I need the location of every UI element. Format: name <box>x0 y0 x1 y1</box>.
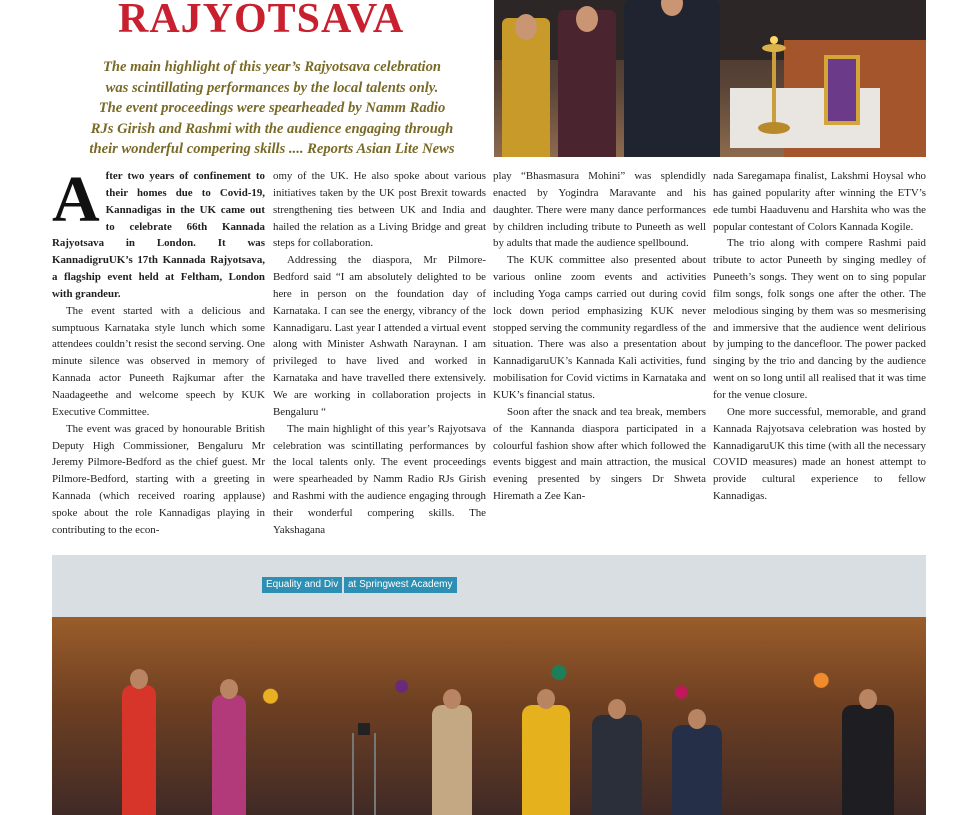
hall-banner: at Springwest Academy <box>344 577 457 593</box>
paragraph: omy of the UK. He also spoke about various initiatives taken by the UK post Brexit towards strengthening ties between UK and India and hailed the relation as a Living Bridge and great steps for collaboration. <box>273 170 486 250</box>
paragraph: One more successful, memorable, and grand Kannada Rajyotsava celebration was hosted by KannadigaruUK this time (with all the necessary COVID measures) made an honest attempt to provide cultural experience to fellow Kannadigas. <box>713 405 926 503</box>
brass-lamp-icon <box>756 28 792 138</box>
article-column-4 <box>713 168 926 505</box>
standfirst-line: was scintillating performances by the local talents only. <box>105 79 439 96</box>
paragraph: The event started with a delicious and sumptuous Karnataka style lunch which some attendees couldn’t resist the second serving. One minute silence was observed in memory of Kannada actor Puneeth Rajkumar after the Naadageethe and welcome speech by KUK Executive Committee. <box>52 304 265 418</box>
guest-figure <box>502 18 550 157</box>
audience-person <box>592 715 642 815</box>
drop-cap: A <box>52 163 100 236</box>
standfirst <box>52 57 492 160</box>
standfirst-line: The event proceedings were spearheaded by Namm Radio <box>98 100 446 116</box>
article-column-2 <box>273 168 486 539</box>
headline: RAJYOTSAVA <box>118 0 405 42</box>
standfirst-line: their wonderful compering skills .... Reports Asian Lite News <box>89 141 455 157</box>
lead-paragraph: fter two years of confinement to their homes due to Covid-19, Kannadigas in the UK came out to celebrate 66th Kannada Rajyotsava in London. It was KannadigruUK’s 17th Kannada Rajyotsava, a flagship event held at Feltham, London with grandeur. <box>52 170 265 300</box>
paragraph: The event was graced by honourable British Deputy High Commissioner, Bengaluru Mr Jeremy Pilmore-Bedford as the chief guest. Mr Pilmore-Bedford, starting with a greeting in Kannada (which received roaring applause) spoke about the role Kannadigas playing in contributing to the econ- <box>52 422 265 536</box>
camera-tripod <box>352 733 376 815</box>
portrait-frame <box>824 55 860 125</box>
paragraph: The main highlight of this year’s Rajyotsava celebration was scintillating performances by the local talents only. The event proceedings were spearheaded by Namm Radio RJs Girish and Rashmi with the audience engaging through their wonderful compering skills. The Yakshagana <box>273 422 486 536</box>
paragraph: The trio along with compere Rashmi paid tribute to actor Puneeth by singing medley of Puneeth’s songs. They went on to sing popular film songs, folk songs one after the other. The melodious singing by them was so mesmerising and immersive that the audience went delirious by jumping to the dancefloor. The power packed singing by the trio and dancing by the audience went on so long until all realised that it was time for the venue closure. <box>713 237 926 401</box>
hall-banner: Equality and Div <box>262 577 342 593</box>
paragraph: play “Bhasmasura Mohini” was splendidly enacted by Yogindra Maravante and his daughter. There were many dance performances by children including tribute to Puneeth as well by adults that made the audience spellbound. <box>493 170 706 250</box>
audience-person <box>842 705 894 815</box>
audience-person <box>432 705 472 815</box>
paragraph: nada Saregamapa finalist, Lakshmi Hoysal who has gained popularity after winning the ETV’s ede tumbi Haaduvenu and Harshita who was the popular contestant of Colors Kannada Kogile. <box>713 170 926 233</box>
audience-photo <box>52 555 926 815</box>
article-column-3 <box>493 168 706 505</box>
audience-person <box>122 685 156 815</box>
guest-figure <box>624 0 720 157</box>
audience-person <box>212 695 246 815</box>
audience-crowd <box>52 617 926 815</box>
paragraph: Soon after the snack and tea break, members of the Kannanda diaspora participated in a colourful fashion show after which followed the events biggest and main attraction, the musical evening presented by singers Dr Shweta Hiremath a Zee Kan- <box>493 405 706 503</box>
guest-figure <box>558 10 616 157</box>
paragraph: Addressing the diaspora, Mr Pilmore-Bedford said “I am absolutely delighted to be here in person on the foundation day of Karnataka. I can see the energy, vibrancy of the Kannadigaru. Last year I attended a virtual event along with Minister Ashwath Naraynan. I am privileged to have lived and worked in Karnataka and have travelled there extensively. We are working in collaboration projects in Bengaluru “ <box>273 254 486 418</box>
audience-person <box>522 705 570 815</box>
standfirst-line: RJs Girish and Rashmi with the audience engaging through <box>90 120 454 137</box>
standfirst-line: The main highlight of this year’s Rajyotsava celebration <box>103 59 441 75</box>
article-column-1 <box>52 163 265 539</box>
paragraph: The KUK committee also presented about various online zoom events and activities including Yoga camps carried out during covid lock down period emphasizing KUK never stopped serving the community regardless of the situation. There was also a presentation about KannadigaruUK’s Kannada Kali activities, fund mobilisation for Covid victims in Karnataka and KUK’s financial status. <box>493 254 706 401</box>
audience-person <box>672 725 722 815</box>
lamp-lighting-photo <box>494 0 926 157</box>
